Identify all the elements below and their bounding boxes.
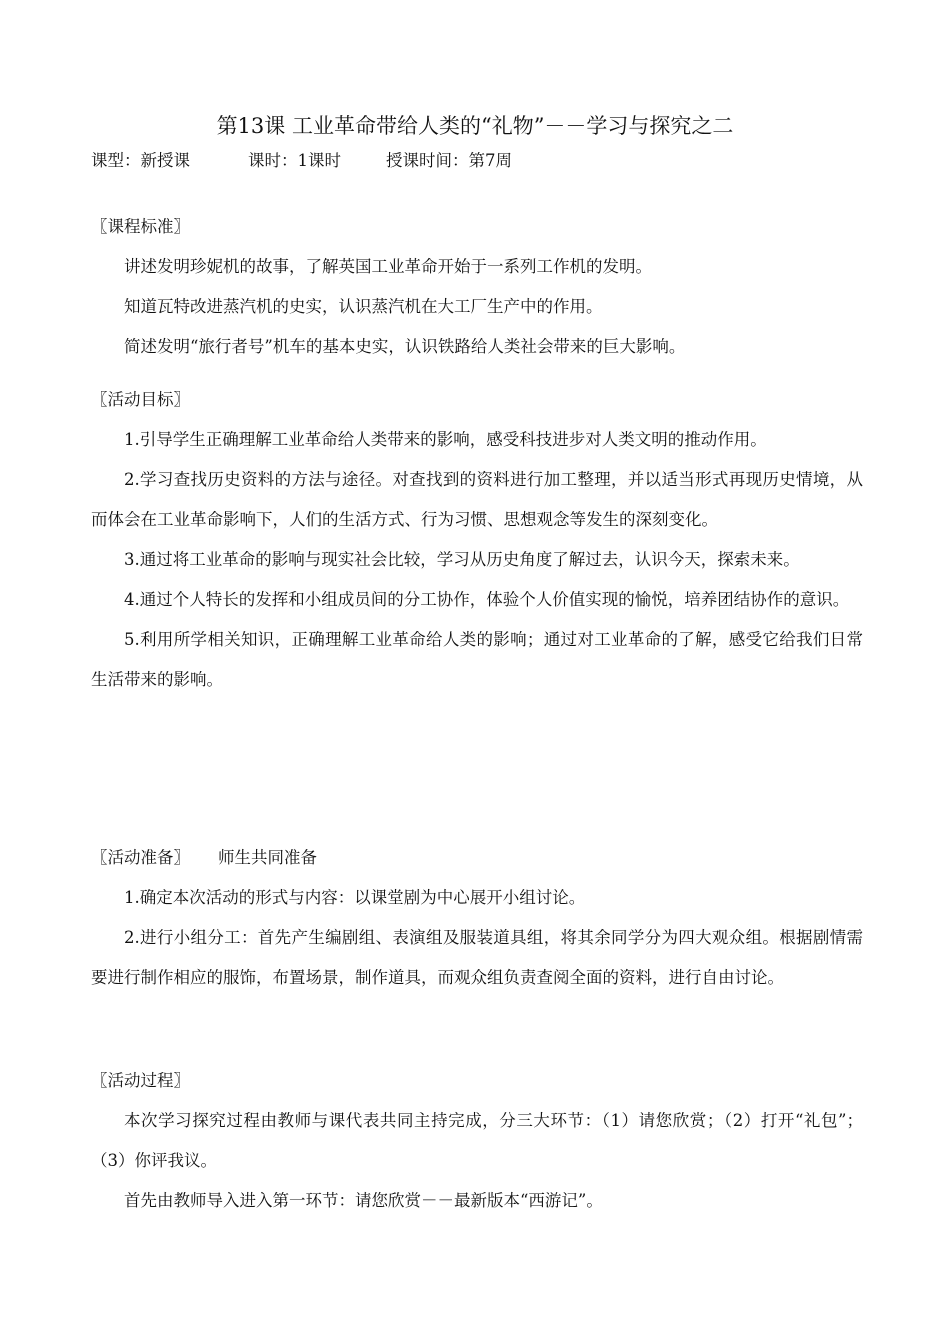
section-activity-goals [91,380,863,700]
lesson-type: 课型：新授课 [91,151,190,170]
section-activity-preparation [91,838,863,998]
section-activity-process [91,1061,863,1221]
paragraph: 知道瓦特改进蒸汽机的史实，认识蒸汽机在大工厂生产中的作用。 [124,297,603,316]
section-heading-label: 〖活动准备〗 [91,848,190,867]
lesson-meta [91,146,512,176]
paragraph: 2.进行小组分工：首先产生编剧组、表演组及服装道具组，将其余同学分为四大观众组。根据剧情需要进行制作相应的服饰，布置场景，制作道具，而观众组负责查阅全面的资料，进行自由讨论。 [91,928,863,987]
section-heading-note: 师生共同准备 [218,848,317,867]
section-heading [91,838,863,878]
lesson-time: 授课时间：第7周 [386,151,512,170]
paragraph: 首先由教师导入进入第一环节：请您欣赏－－最新版本“西游记”。 [124,1191,603,1210]
paragraph: 2.学习查找历史资料的方法与途径。对查找到的资料进行加工整理，并以适当形式再现历史情境，从而体会在工业革命影响下，人们的生活方式、行为习惯、思想观念等发生的深刻变化。 [91,470,863,529]
paragraph: 讲述发明珍妮机的故事，了解英国工业革命开始于一系列工作机的发明。 [124,257,652,276]
paragraph: 4.通过个人特长的发挥和小组成员间的分工协作，体验个人价值实现的愉悦，培养团结协作的意识。 [124,590,850,609]
paragraph: 本次学习探究过程由教师与课代表共同主持完成，分三大环节：（1）请您欣赏；（2）打开“礼包”；（3）你评我议。 [91,1111,863,1170]
section-heading: 〖课程标准〗 [91,217,190,236]
paragraph: 3.通过将工业革命的影响与现实社会比较，学习从历史角度了解过去，认识今天，探索未来。 [124,550,800,569]
section-heading: 〖活动目标〗 [91,390,190,409]
paragraph: 1.确定本次活动的形式与内容：以课堂剧为中心展开小组讨论。 [124,888,586,907]
section-heading: 〖活动过程〗 [91,1071,190,1090]
document-title: 第13课 工业革命带给人类的“礼物”－－学习与探究之二 [216,114,734,138]
paragraph: 简述发明“旅行者号”机车的基本史实，认识铁路给人类社会带来的巨大影响。 [124,337,686,356]
paragraph: 1.引导学生正确理解工业革命给人类带来的影响，感受科技进步对人类文明的推动作用。 [124,430,767,449]
lesson-hours: 课时：1课时 [248,151,341,170]
section-curriculum-standards [91,207,863,367]
paragraph: 5.利用所学相关知识，正确理解工业革命给人类的影响；通过对工业革命的了解，感受它给我们日常生活带来的影响。 [91,630,863,689]
